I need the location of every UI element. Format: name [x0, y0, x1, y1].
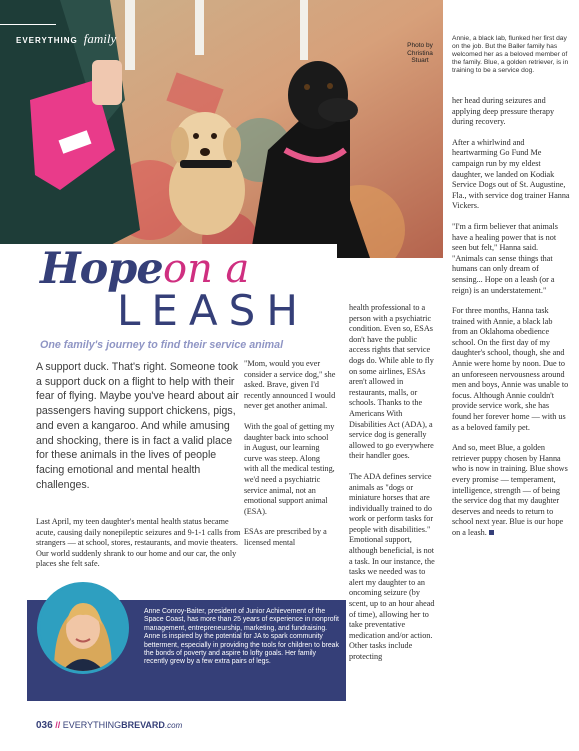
section-tag-family: family	[83, 31, 117, 46]
author-avatar	[37, 582, 129, 674]
paragraph: For three months, Hanna task trained with Annie, a black lab from an Oklahoma obedience school. On the first day of my daughter's school, though, she and Annie were home by noon. Due to an unforeseen nervousness around men and boys, Annie was unable to focus. Although Annie couldn't provide service work, she has found her forever home — with us as a beloved family pet.	[452, 306, 569, 432]
page-number: 036	[36, 720, 53, 731]
subtitle: One family's journey to find their service animal	[40, 339, 284, 351]
footer-brand-domain: .com	[164, 721, 183, 730]
paragraph: "I'm a firm believer that animals have a healing power that is not seen but felt," Hanna said. "Animals can sense things that humans can only dream of sensing... Hope on a leash (or a reign) is an understatement."	[452, 221, 558, 295]
paragraph: The ADA defines service animals as "dogs or miniature horses that are individually trained to do work or perform tasks for people with disabilities." Emotional support, although beneficial, is not a task. In our instance, the tasks we needed was to alert my daughter to an oncoming seizure (by scent, up to an hour ahead of time), allowing her to take preventative medication and/or action. Other tasks include protecting	[349, 471, 435, 661]
lede-paragraph: A support duck. That's right. Someone took a support duck on a flight to help with their fear of flying. Maybe you've heard about air passengers having support chickens, pigs, and even a kangaroo. And while amusing and shocking, there is in fact a valid place for these animals in the lives of people facing emotional and mental health challenges.	[36, 361, 239, 491]
end-mark-icon	[489, 530, 494, 535]
column-2	[244, 359, 336, 559]
footer-brand-everything: EVERYTHING	[62, 720, 122, 730]
paragraph: "Mom, would you ever consider a service dog," she asked. Brave, given I'd recently announced I would never get another animal.	[244, 359, 336, 411]
title-leash: LEASH	[117, 286, 309, 335]
paragraph: Last April, my teen daughter's mental health status became acute, causing daily nonepileptic seizures and 9-1-1 calls from strangers — at school, stores, restaurants, and movie theaters. Our world suddenly shrank to our home and our car, the only places she felt safe.	[36, 517, 241, 569]
column-4	[452, 96, 570, 549]
title-hope: Hope	[40, 244, 163, 294]
section-rule	[0, 24, 56, 25]
footer-brand-brevard: BREVARD	[121, 720, 165, 730]
column-1	[36, 517, 246, 580]
paragraph: With the goal of getting my daughter back into school in August, our learning curve was steep. Along with all the medical testing, we'd need a psychiatric service animal, not an emotional support animal (ESA).	[244, 421, 335, 516]
section-tag-everything: EVERYTHING	[16, 36, 78, 45]
paragraph: ESAs are prescribed by a licensed mental	[244, 527, 327, 547]
column-3	[349, 303, 439, 673]
page-footer	[36, 720, 182, 731]
title-on-a: on a	[163, 246, 250, 292]
photo-credit: Photo by Christina Stuart	[407, 42, 433, 64]
footer-separator: //	[55, 720, 61, 730]
photo-caption: Annie, a black lab, flunked her first day on the job. But the Baller family has welcomed her as a beloved member of the family. Blue, a golden retriever, is in training to be a service dog.	[452, 35, 569, 74]
paragraph: health professional to a person with a psychiatric condition. Even so, ESAs don't have the public access rights that service dogs do. While able to fly on some airlines, ESAs aren't allowed in restaurants, malls, or schools. Thanks to the Americans With Disabilities Act (ADA), a service dog is generally allowed to go everywhere their handler goes.	[349, 303, 434, 461]
paragraph-text: And so, meet Blue, a golden retriever puppy chosen by Hanna who is now in training. Blue shows every promise — temperament, intelligence, strength — of being the service dog that my daughter deserves and needs to return to school next year. Blue is our hope on a leash.	[452, 443, 568, 537]
paragraph-final	[452, 443, 570, 538]
section-tag	[16, 30, 116, 48]
paragraph: her head during seizures and applying deep pressure therapy during recovery.	[452, 96, 555, 127]
paragraph: After a whirlwind and heartwarming Go Fund Me campaign run by my eldest daughter, we landed on Kodiak Service Dogs out of St. Augustine, Fla., with service dog trainer Hanna Vickers.	[452, 137, 570, 211]
author-bio-text: Anne Conroy-Baiter, president of Junior Achievement of the Space Coast, has more than 25 years of experience in nonprofit management, entrepreneurship, marketing, and fundraising. Anne is inspired by the potential for JA to spark community betterment, especially in providing the tools for children to break the bonds of poverty and aspire to lofty goals. Her family recently grew by a few extra pairs of legs.	[144, 608, 339, 666]
author-portrait-icon	[40, 585, 126, 671]
